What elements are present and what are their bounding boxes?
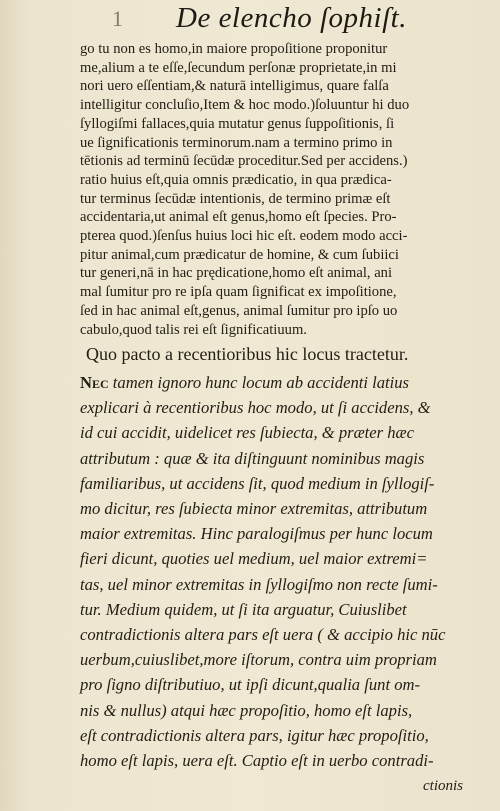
text-line: ue ſignificationis terminorum.nam a termino primo in — [80, 134, 393, 151]
text-line: tur. Medium quidem, ut ſi ita arguatur, Cuiuslibet — [80, 599, 407, 619]
commentary-text-block — [80, 40, 482, 339]
catchword: ctionis — [423, 778, 463, 794]
text-line: uerbum,cuiuslibet,more iſtorum, contra uim propriam — [80, 650, 437, 670]
text-line: fieri dicunt, quoties uel medium, uel maior extremi= — [80, 549, 428, 569]
text-line: nori uero eſſentiam,& naturā intelligimus, quare falſa — [80, 78, 389, 95]
text-line: pro ſigno diſtributiuo, ut ipſi dicunt,qualia ſunt om- — [80, 675, 421, 695]
text-line-rest: tamen ignoro hunc locum ab accidenti latius — [108, 373, 409, 392]
text-line: go tu non es homo,in maiore propoſitione proponitur — [80, 41, 388, 57]
text-line: id cui accidit, uidelicet res ſubiecta, & præter hæc — [80, 423, 414, 443]
text-line: ſed in hac animal eſt,genus, animal ſumitur pro ipſo uo — [80, 302, 398, 319]
text-line — [80, 370, 484, 395]
text-line: eſt contradictionis altera pars, igitur hæc propoſitio, — [80, 725, 429, 745]
text-line: cabulo,quod talis rei eſt ſignificatiuum. — [80, 321, 307, 338]
text-line: contradictionis altera pars eſt uera ( & accipio hic nūc — [80, 625, 446, 645]
text-line: tur generi,nā in hac prędicatione,homo eſt animal, ani — [80, 265, 393, 282]
section-heading: Quo pacto a recentioribus hic locus tractetur. — [86, 344, 409, 364]
text-line: accidentaria,ut animal eſt genus,homo eſt ſpecies. Pro- — [80, 209, 397, 226]
text-line: ſyllogiſmi fallaces,quia mutatur genus ſuppoſitionis, ſi — [80, 115, 395, 132]
text-line: pterea quod.)ſenſus huius loci hic eſt. eodem modo acci- — [80, 228, 408, 245]
running-head: De elencho ſophiſt. — [176, 2, 407, 34]
text-line: mal ſumitur pro re ipſa quam ſignificat ex impoſitione, — [80, 284, 397, 301]
text-line: intelligitur concluſio,Item & hoc modo.)ſoluuntur hi duo — [80, 97, 410, 114]
lead-word: Nec — [80, 373, 109, 392]
text-line: familiaribus, ut accidens ſit, quod medium in ſyllogiſ- — [80, 473, 435, 493]
text-line: tētionis ad terminū ſecūdæ proceditur.Sed per accidens.) — [80, 153, 408, 170]
text-line: nis & nullus) atqui hæc propoſitio, homo eſt lapis, — [80, 700, 413, 720]
text-line: explicari à recentioribus hoc modo, ut ſi accidens, & — [80, 398, 431, 418]
text-line: me,alium a te eſſe,ſecundum perſonæ proprietate,in mi — [80, 59, 397, 76]
text-line: tas, uel minor extremitas in ſyllogiſmo non recte ſumi- — [80, 574, 438, 594]
text-line: maior extremitas. Hinc paralogiſmus per hunc locum — [80, 524, 433, 544]
text-line: tur terminus ſecūdæ intentionis, de termino primæ eſt — [80, 190, 391, 207]
text-line: pitur animal,cum prædicatur de homine, & cum ſubiici — [80, 246, 399, 263]
text-line: attributum : quæ & ita diſtinguunt nominibus magis — [80, 448, 425, 468]
folio-number: 1 — [112, 6, 124, 31]
text-line: mo dicitur, res ſubiecta minor extremitas, attributum — [80, 499, 428, 519]
text-line: ratio huius eſt,quia omnis prædicatio, in qua prædica- — [80, 171, 392, 188]
text-line: homo eſt lapis, uera eſt. Captio eſt in uerbo contradi- — [80, 751, 434, 771]
italic-text-block — [80, 370, 484, 773]
